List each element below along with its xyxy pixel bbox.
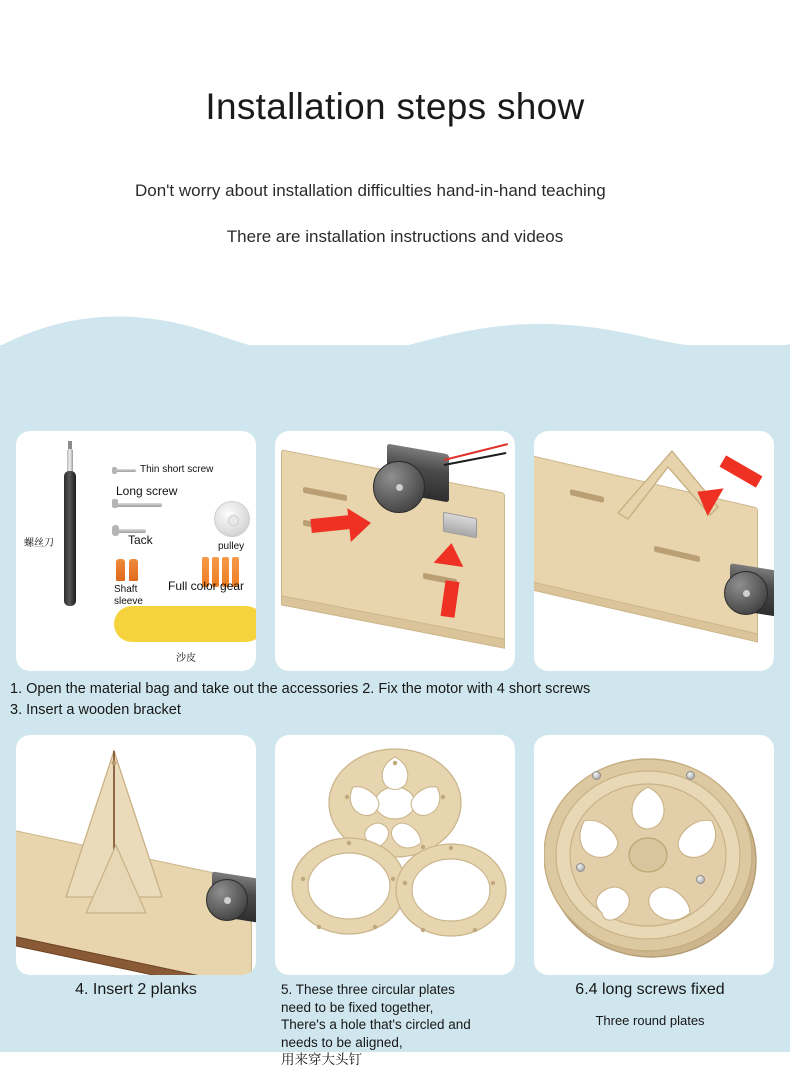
card-insert-planks[interactable] xyxy=(16,735,256,975)
caption-gap-2 xyxy=(513,981,530,1069)
header-subtitle-2: There are installation instructions and videos xyxy=(226,227,564,247)
assembled-wheel xyxy=(544,749,766,961)
motor-face xyxy=(373,461,425,513)
ring-plate-left xyxy=(289,831,409,941)
caption-step-5-line-4: needs to be aligned, xyxy=(281,1034,403,1050)
steps-grid xyxy=(0,431,790,1069)
card-fix-motor[interactable] xyxy=(275,431,515,671)
caption-step-5-line-5: 用来穿大头钉 xyxy=(281,1052,362,1068)
caption-step-6 xyxy=(530,981,770,1069)
pulley-icon xyxy=(214,501,250,537)
label-long-screw: Long screw xyxy=(116,484,178,498)
motor-face-row2 xyxy=(206,879,248,921)
long-screw-head-icon xyxy=(112,499,118,508)
caption-line-2: 3. Insert a wooden bracket xyxy=(10,702,181,719)
header-subtitle-1: Don't worry about installation difficulties hand-in-hand teaching xyxy=(135,181,606,200)
steps-row-2-captions xyxy=(0,975,790,1069)
sandpaper-icon xyxy=(114,606,256,642)
thin-short-screw-icon xyxy=(114,469,136,472)
caption-step-5-line-3: There's a hole that's circled and xyxy=(281,1017,471,1033)
motor-face-side xyxy=(724,571,768,615)
caption-step-6-subtext: Three round plates xyxy=(595,1013,705,1029)
caption-step-5 xyxy=(273,981,513,1069)
arrow-2-head xyxy=(434,541,467,567)
page-title: Installation steps show xyxy=(205,86,585,127)
caption-step-4-text: 4. Insert 2 planks xyxy=(75,981,197,999)
thin-short-screw-head-icon xyxy=(112,467,117,474)
screw-2 xyxy=(686,771,695,780)
long-screw-icon xyxy=(116,503,162,507)
tack-head-icon xyxy=(112,525,119,536)
caption-step-6-text: 6.4 long screws fixed xyxy=(575,981,725,999)
screw-1 xyxy=(592,771,601,780)
label-sandpaper-cn: 沙皮 xyxy=(176,653,196,664)
motor-wire-black xyxy=(443,452,506,466)
arrow-3-shaft xyxy=(720,455,763,487)
label-shaft-sleeve: Shaft sleeve xyxy=(114,584,143,607)
caption-line-1: 1. Open the material bag and take out the accessories 2. Fix the motor with 4 short screws xyxy=(10,681,591,697)
screwdriver-handle-icon xyxy=(64,471,76,606)
label-pulley: pulley xyxy=(218,541,245,552)
shaft-sleeve-icon-1 xyxy=(116,559,125,581)
steps-row-2 xyxy=(0,735,790,975)
steps-row-1 xyxy=(0,431,790,671)
card-wheel-assembly[interactable] xyxy=(534,735,774,975)
caption-step-5-line-2: need to be fixed together, xyxy=(281,999,434,1015)
label-thin-short-screw: Thin short screw xyxy=(140,464,214,475)
label-screwdriver-cn: 螺丝刀 xyxy=(24,538,54,549)
page-header xyxy=(0,0,790,345)
caption-step-4 xyxy=(16,981,256,1069)
steps-row-1-captions xyxy=(0,671,790,721)
screw-4 xyxy=(696,875,705,884)
card-circular-plates[interactable] xyxy=(275,735,515,975)
label-full-color-gear: Full color gear xyxy=(168,579,245,593)
card-accessories[interactable] xyxy=(16,431,256,671)
label-tack: Tack xyxy=(128,533,153,547)
arrow-1-head xyxy=(347,506,372,542)
small-triangle-plank xyxy=(76,843,156,921)
ring-plate-right xyxy=(393,837,509,943)
steps-section xyxy=(0,345,790,1068)
screw-3 xyxy=(576,863,585,872)
shaft-sleeve-icon-2 xyxy=(129,559,138,581)
caption-gap-1 xyxy=(256,981,273,1069)
card-insert-bracket[interactable] xyxy=(534,431,774,671)
caption-step-5-line-1: 5. These three circular plates xyxy=(281,982,455,998)
